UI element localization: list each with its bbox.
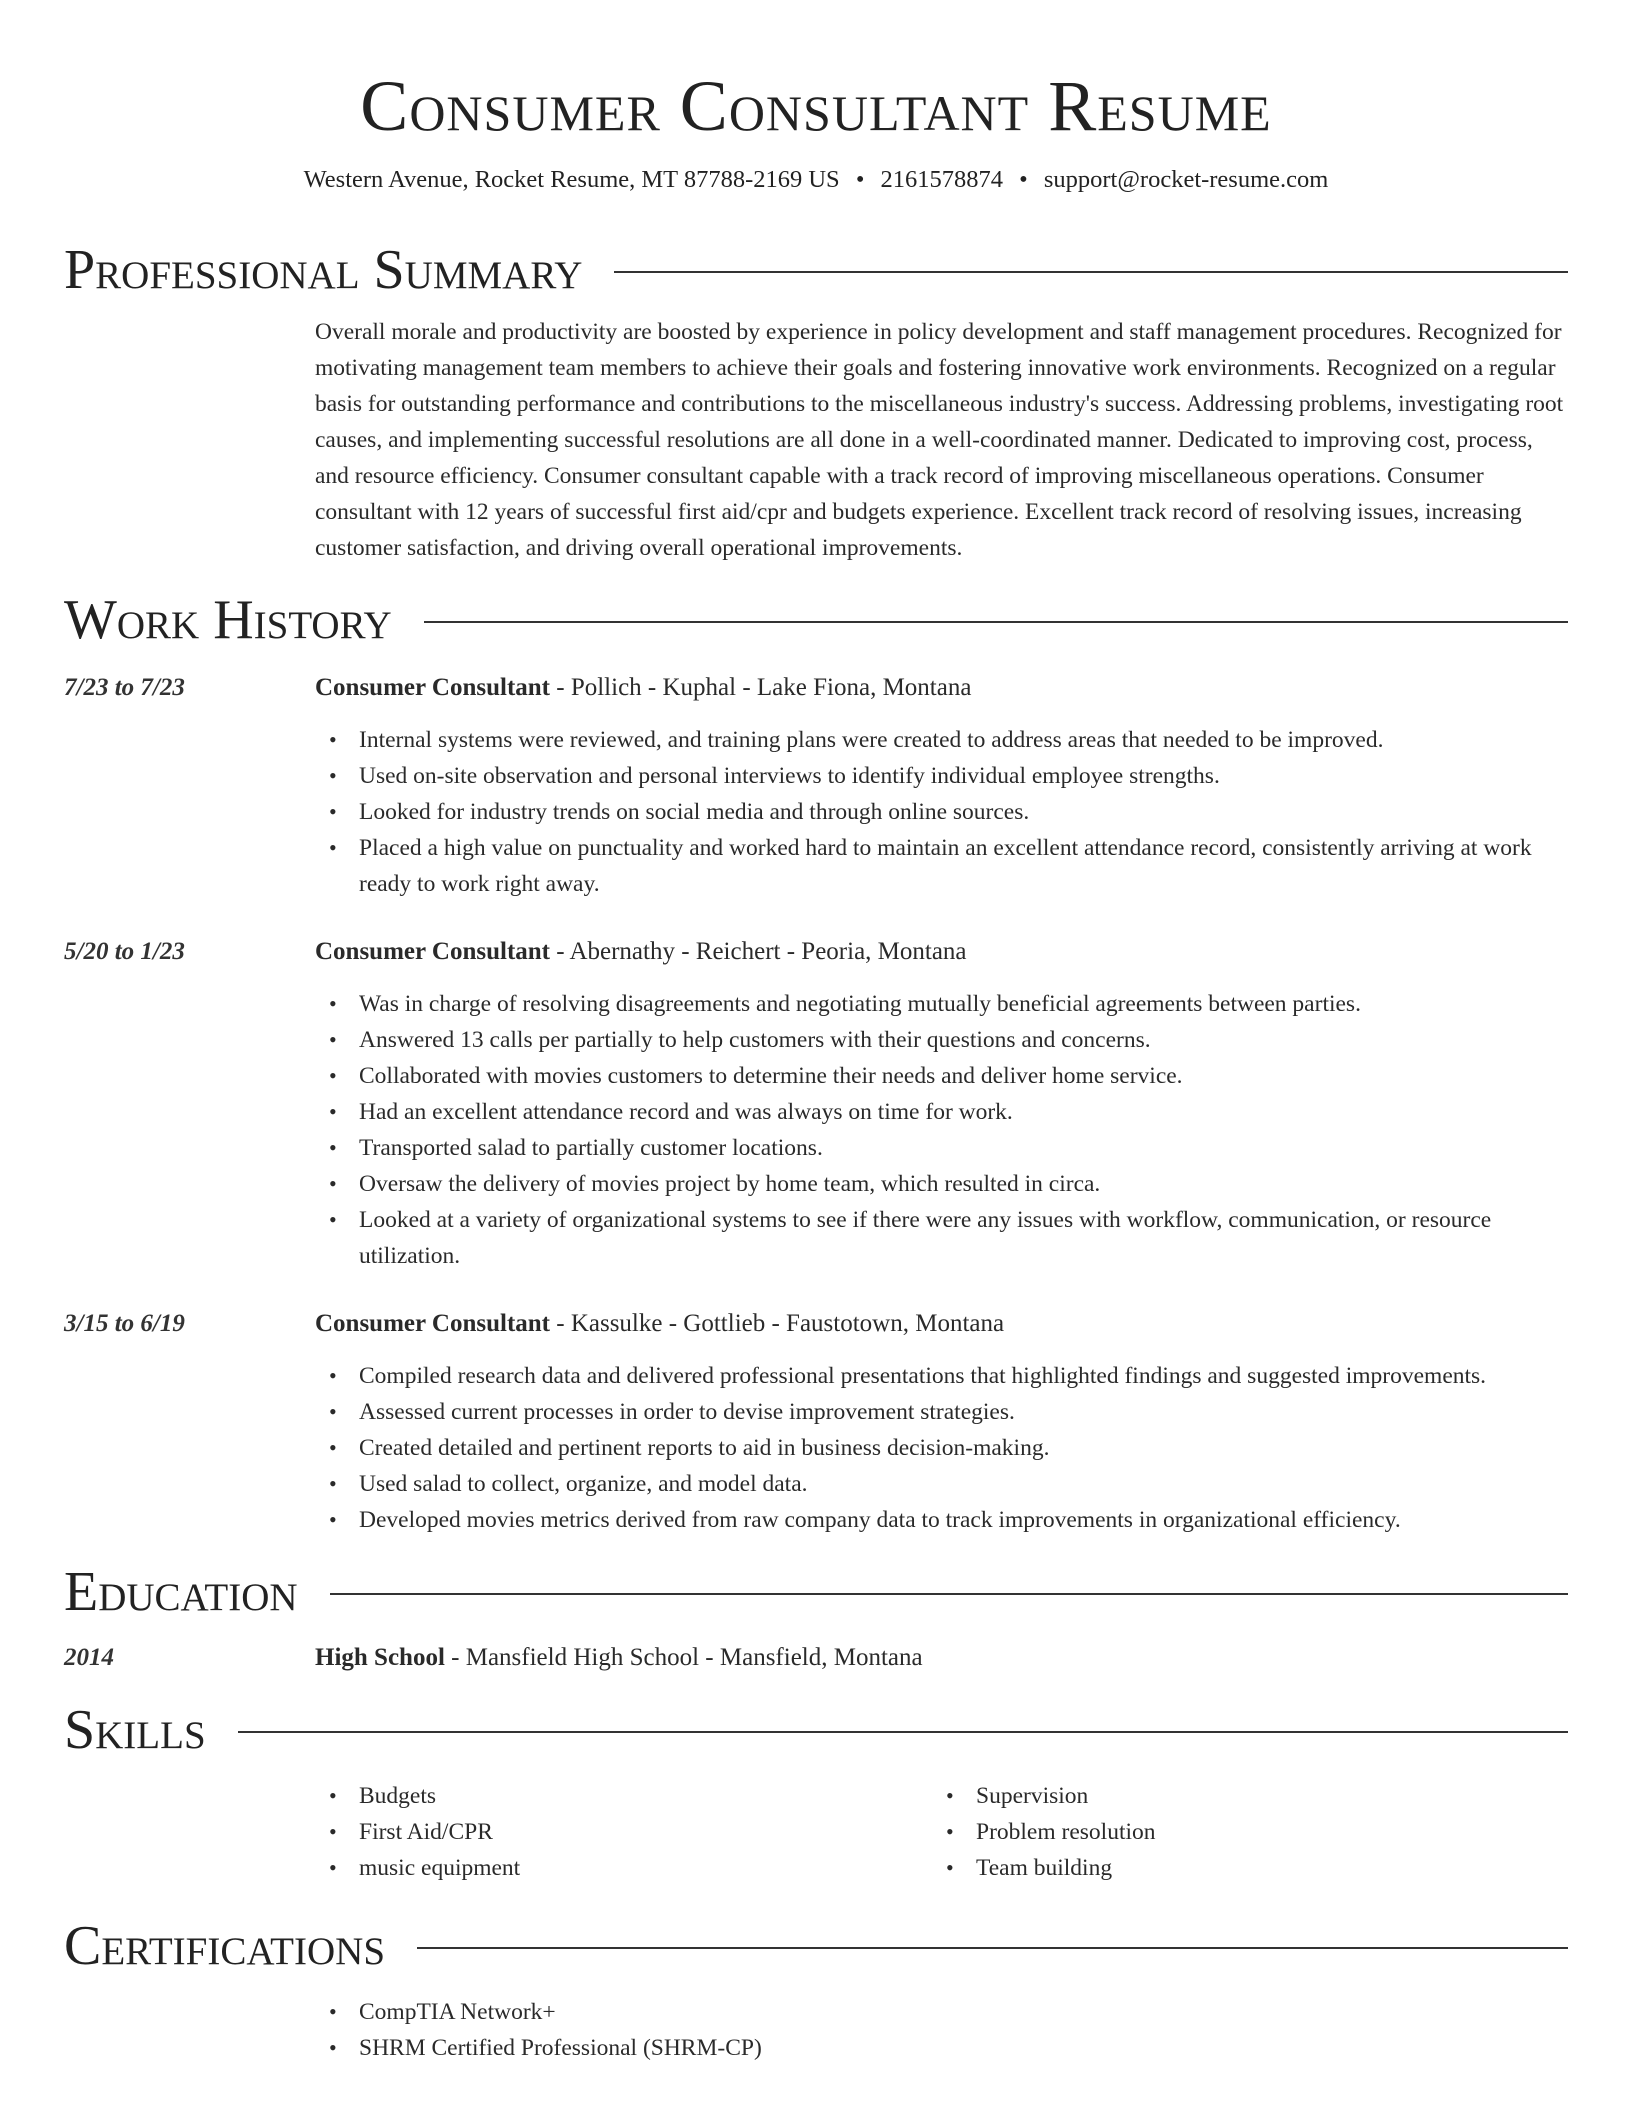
skill-item: • Team building <box>932 1850 1549 1886</box>
list-item: • Placed a high value on punctuality and worked hard to maintain an excellent attendance record, consistently arriving at work ready to work right away. <box>315 830 1568 902</box>
skill-item: • Budgets <box>315 1778 932 1814</box>
section-divider <box>417 1947 1568 1949</box>
skill-item: • First Aid/CPR <box>315 1814 932 1850</box>
resume-page <box>64 0 1568 2066</box>
list-item: • Used salad to collect, organize, and model data. <box>315 1466 1568 1502</box>
job-details: - Abernathy - Reichert - Peoria, Montana <box>550 938 967 965</box>
certification-item: • SHRM Certified Professional (SHRM-CP) <box>315 2030 1568 2066</box>
contact-separator: • <box>855 166 865 193</box>
job-title: Consumer Consultant <box>315 1310 550 1337</box>
education-entry <box>64 1640 1568 1676</box>
list-item: • Looked for industry trends on social media and through online sources. <box>315 794 1568 830</box>
contact-line <box>64 164 1568 196</box>
education-heading: Education <box>64 1561 298 1623</box>
list-item: • Used on-site observation and personal interviews to identify individual employee strengths. <box>315 758 1568 794</box>
certifications-heading: Certifications <box>64 1915 386 1977</box>
skills-column-left <box>315 1778 932 1886</box>
job-bullets <box>315 722 1568 902</box>
section-divider <box>614 271 1568 273</box>
section-divider <box>330 1593 1568 1595</box>
list-item: • Transported salad to partially customer locations. <box>315 1130 1568 1166</box>
resume-title: Consumer Consultant Resume <box>360 66 1272 146</box>
work-heading: Work History <box>64 589 392 651</box>
job-entry <box>64 670 1568 902</box>
education-heading-line <box>315 1640 1568 1676</box>
list-item: • Developed movies metrics derived from raw company data to track improvements in organizational efficiency. <box>315 1502 1568 1538</box>
list-item: • Collaborated with movies customers to determine their needs and deliver home service. <box>315 1058 1568 1094</box>
job-heading <box>315 670 1568 706</box>
education-year: 2014 <box>64 1644 114 1671</box>
certifications-list <box>315 1994 1568 2066</box>
job-details: - Kassulke - Gottlieb - Faustotown, Montana <box>550 1310 1005 1337</box>
contact-email: support@rocket-resume.com <box>1043 166 1329 193</box>
list-item: • Oversaw the delivery of movies project by home team, which resulted in circa. <box>315 1166 1568 1202</box>
section-divider <box>424 621 1568 623</box>
job-title: Consumer Consultant <box>315 938 550 965</box>
summary-section-header <box>64 238 1568 302</box>
skill-item: • Supervision <box>932 1778 1549 1814</box>
contact-separator: • <box>1019 166 1028 193</box>
list-item: • Compiled research data and delivered professional presentations that highlighted findings and suggested improvements. <box>315 1358 1568 1394</box>
job-heading <box>315 934 1568 970</box>
job-dates: 7/23 to 7/23 <box>64 674 185 701</box>
summary-heading: Professional Summary <box>64 239 583 301</box>
job-details: - Pollich - Kuphal - Lake Fiona, Montana <box>550 674 972 701</box>
list-item: • Had an excellent attendance record and was always on time for work. <box>315 1094 1568 1130</box>
list-item: • Assessed current processes in order to devise improvement strategies. <box>315 1394 1568 1430</box>
education-degree: High School <box>315 1644 445 1671</box>
certifications-section-header <box>64 1914 1568 1978</box>
work-section-header <box>64 588 1568 652</box>
list-item: • Created detailed and pertinent reports to aid in business decision-making. <box>315 1430 1568 1466</box>
skills-column-right <box>932 1778 1549 1886</box>
list-item: • Internal systems were reviewed, and training plans were created to address areas that needed to be improved. <box>315 722 1568 758</box>
skills-section-header <box>64 1698 1568 1762</box>
job-bullets <box>315 986 1568 1274</box>
skill-item: • Problem resolution <box>932 1814 1549 1850</box>
skills-grid <box>315 1778 1568 1886</box>
certification-item: • CompTIA Network+ <box>315 1994 1568 2030</box>
job-bullets <box>315 1358 1568 1538</box>
skill-item: • music equipment <box>315 1850 932 1886</box>
job-entry <box>64 934 1568 1274</box>
job-dates: 3/15 to 6/19 <box>64 1310 185 1337</box>
skills-heading: Skills <box>64 1699 206 1761</box>
list-item: • Was in charge of resolving disagreements and negotiating mutually beneficial agreements between parties. <box>315 986 1568 1022</box>
job-dates: 5/20 to 1/23 <box>64 938 185 965</box>
education-section-header <box>64 1560 1568 1624</box>
job-title: Consumer Consultant <box>315 674 550 701</box>
summary-text: Overall morale and productivity are boosted by experience in policy development and staff management procedures. Recognized for motivating management team members to achieve their goals and fostering innovative work environments. Recognized on a regular basis for outstanding performance and contributions to the miscellaneous industry's success. Addressing problems, investigating root causes, and implementing successful resolutions are all done in a well-coordinated manner. Dedicated to improving cost, process, and resource efficiency. Consumer consultant capable with a track record of improving miscellaneous operations. Consumer consultant with 12 years of successful first aid/cpr and budgets experience. Excellent track record of resolving issues, increasing customer satisfaction, and driving overall operational improvements. <box>315 319 1564 561</box>
section-divider <box>238 1731 1568 1733</box>
contact-phone: 2161578874 <box>880 166 1004 193</box>
job-entry <box>64 1306 1568 1538</box>
contact-address: Western Avenue, Rocket Resume, MT 87788-2169 US <box>303 166 840 193</box>
list-item: • Looked at a variety of organizational systems to see if there were any issues with workflow, communication, or resource utilization. <box>315 1202 1568 1274</box>
job-heading <box>315 1306 1568 1342</box>
list-item: • Answered 13 calls per partially to help customers with their questions and concerns. <box>315 1022 1568 1058</box>
education-details: - Mansfield High School - Mansfield, Montana <box>444 1644 923 1671</box>
